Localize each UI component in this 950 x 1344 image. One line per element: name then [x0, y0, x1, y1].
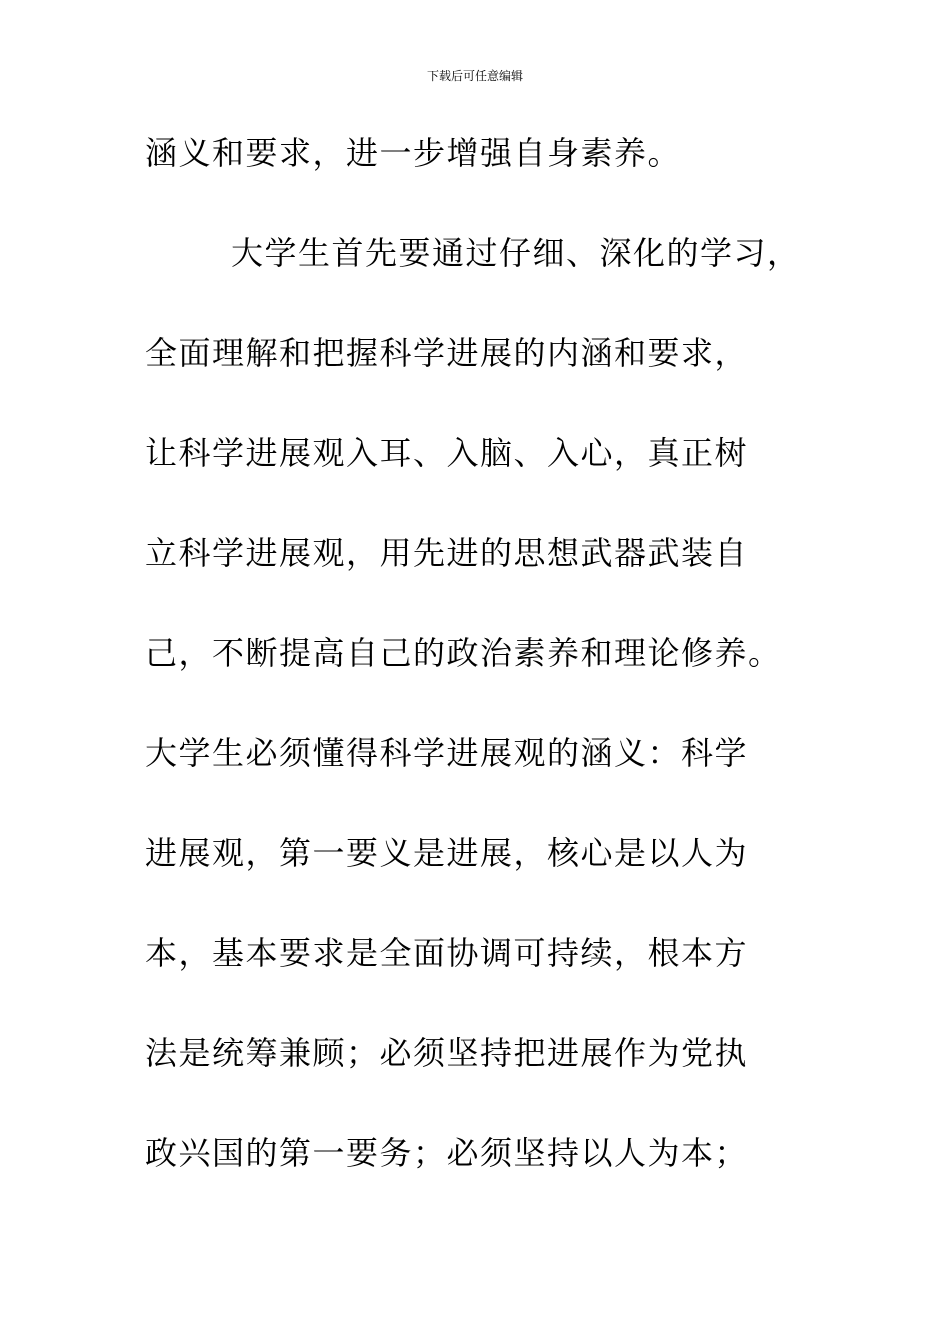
body-line-4: 让科学进展观入耳、入脑、入心，真正树: [145, 434, 749, 472]
body-line-3: 全面理解和把握科学进展的内涵和要求，: [145, 334, 749, 372]
body-line-8: 进展观，第一要义是进展，核心是以人为: [145, 834, 749, 872]
body-line-7: 大学生必须懂得科学进展观的涵义：科学: [145, 734, 749, 772]
body-line-11: 政兴国的第一要务；必须坚持以人为本；: [145, 1134, 749, 1172]
page-header: 下载后可任意编辑: [426, 69, 523, 83]
body-line-5: 立科学进展观，用先进的思想武器武装自: [145, 534, 749, 572]
body-line-6: 己，不断提高自己的政治素养和理论修养。: [145, 634, 782, 672]
body-line-9: 本，基本要求是全面协调可持续，根本方: [145, 934, 749, 972]
body-line-1: 涵义和要求，进一步增强自身素养。: [145, 134, 682, 172]
body-line-2-paragraph-start: 大学生首先要通过仔细、深化的学习，: [231, 234, 801, 272]
body-line-10: 法是统筹兼顾；必须坚持把进展作为党执: [145, 1034, 749, 1072]
